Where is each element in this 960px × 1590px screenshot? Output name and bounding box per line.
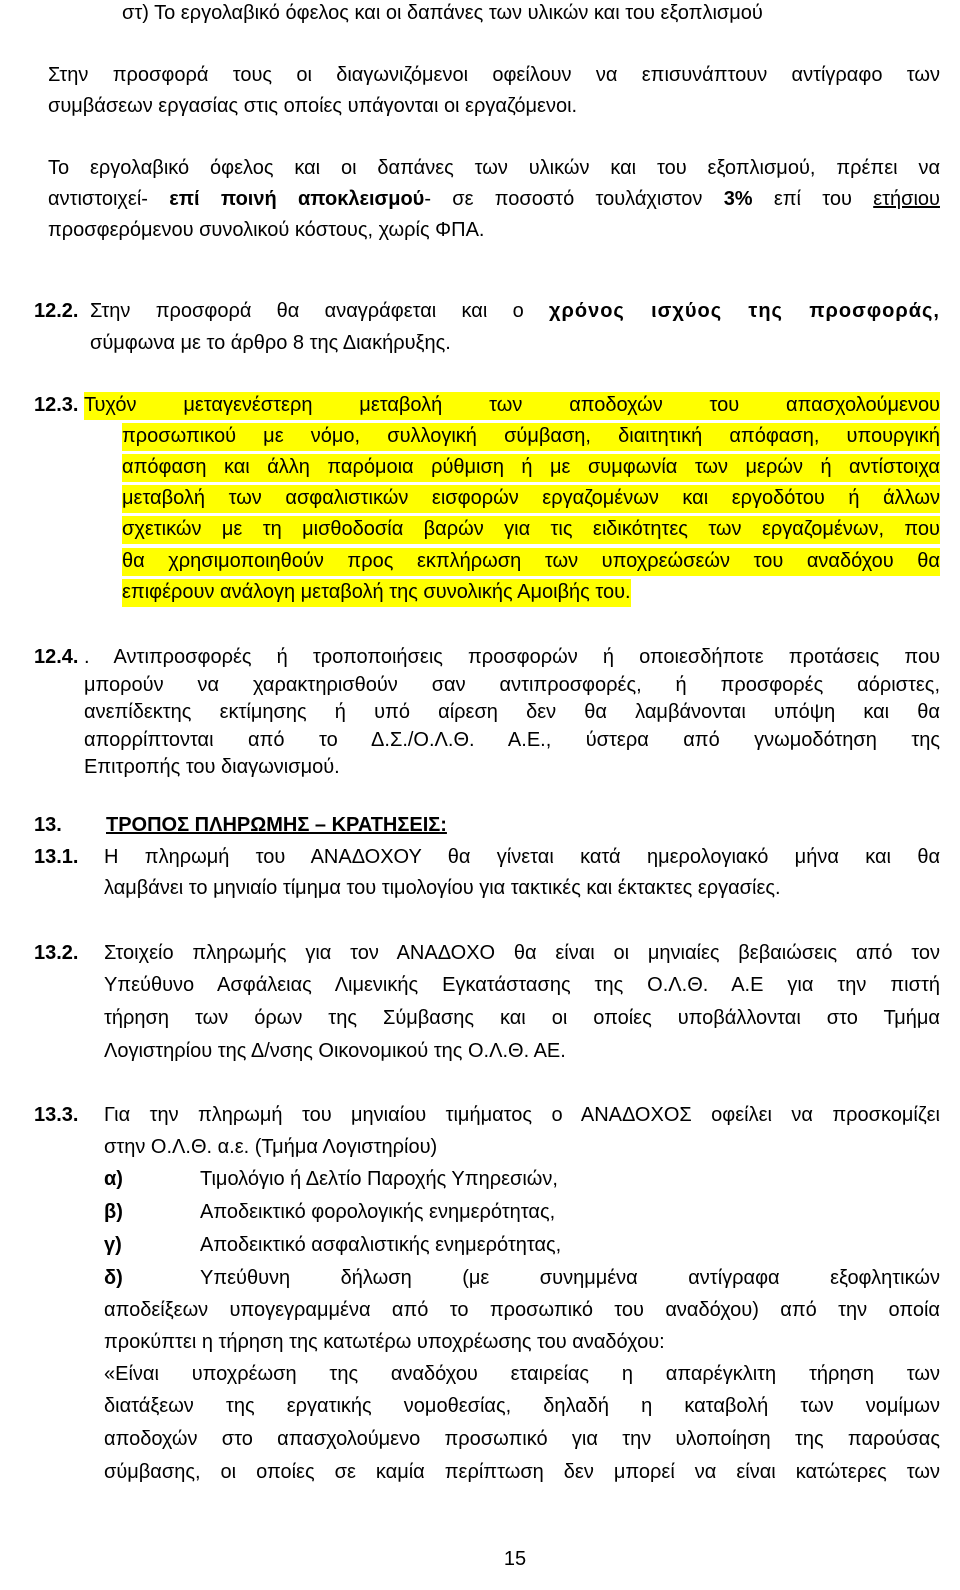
- section-number: 13.2.: [34, 942, 79, 964]
- highlighted-line: Τυχόν μεταγενέστερη μεταβολή των αποδοχών του απασχολούμενου: [84, 392, 940, 420]
- paragraph-line: Η πληρωμή του ΑΝΑΔΟΧΟΥ θα γίνεται κατά ημερολογιακό μήνα και θα: [104, 846, 940, 868]
- page-number: 15: [503, 1548, 527, 1570]
- paragraph-line: Για την πληρωμή του μηνιαίου τιμήματος ο ΑΝΑΔΟΧΟΣ οφείλει να προσκομίζει: [104, 1104, 940, 1126]
- paragraph-line: λαμβάνει το μηνιαίο τίμημα του τιμολογίου για τακτικές και έκτακτες εργασίες.: [104, 877, 781, 899]
- paragraph-line: Επιτροπής του διαγωνισμού.: [84, 756, 340, 778]
- highlighted-line: προσωπικού με νόμο, συλλογική σύμβαση, διαιτητική απόφαση, υπουργική: [122, 423, 940, 451]
- section-number: 12.3.: [34, 394, 79, 416]
- subitem-heading: στ) Το εργολαβικό όφελος και οι δαπάνες των υλικών και του εξοπλισμού: [122, 2, 763, 24]
- paragraph-line: σύμβασης, οι οποίες σε καμία περίπτωση δεν μπορεί να είναι κατώτερες των: [104, 1461, 940, 1483]
- list-item-label: δ): [104, 1267, 123, 1289]
- paragraph-line: σύμφωνα με το άρθρο 8 της Διακήρυξης.: [90, 332, 451, 354]
- highlighted-line: απόφαση και άλλη παρόμοια ρύθμιση ή με συμφωνία των μερών ή αντίστοιχα: [122, 454, 940, 482]
- text-run: επί του: [752, 188, 874, 210]
- paragraph-line: μπορούν να χαρακτηρισθούν σαν αντιπροσφορές, ή προσφορές αόριστες,: [84, 674, 940, 696]
- paragraph-line: απορρίπτονται από το Δ.Σ./Ο.Λ.Θ. Α.Ε., ύστερα από γνωμοδότηση της: [84, 729, 940, 751]
- section-number: 13.1.: [34, 846, 79, 868]
- bold-text: επί ποινή αποκλεισμού: [169, 188, 425, 210]
- paragraph-line: «Είναι υποχρέωση της αναδόχου εταιρείας η απαρέγκλιτη τήρηση των: [104, 1363, 940, 1385]
- section-number: 13.3.: [34, 1104, 79, 1126]
- highlighted-line: μεταβολή των ασφαλιστικών εισφορών εργαζομένων και εργοδότου ή άλλων: [122, 485, 940, 513]
- section-title: ΤΡΟΠΟΣ ΠΛΗΡΩΜΗΣ – ΚΡΑΤΗΣΕΙΣ:: [106, 814, 447, 836]
- paragraph-line: Λογιστηρίου της Δ/νσης Οικονομικού της Ο.Λ.Θ. ΑΕ.: [104, 1040, 566, 1062]
- section-number: 13.: [34, 814, 62, 836]
- paragraph-line: στην Ο.Λ.Θ. α.ε. (Τμήμα Λογιστηρίου): [104, 1136, 438, 1158]
- section-number: 12.4.: [34, 646, 79, 668]
- paragraph-line: προσφερόμενου συνολικού κόστους, χωρίς ΦΠΑ.: [48, 219, 485, 241]
- paragraph-line: Το εργολαβικό όφελος και οι δαπάνες των υλικών και του εξοπλισμού, πρέπει να: [48, 157, 940, 179]
- text-run: Στην προσφορά θα αναγράφεται και ο: [90, 300, 549, 322]
- list-item-label: α): [104, 1168, 123, 1190]
- list-item-text: Υπεύθυνη δήλωση (με συνημμένα αντίγραφα εξοφλητικών: [200, 1267, 940, 1289]
- paragraph-line: [48, 186, 940, 214]
- bold-text: χρόνος ισχύος της προσφοράς,: [548, 300, 940, 322]
- paragraph-line: αποδοχών στο απασχολούμενο προσωπικό για την υλοποίηση της παρούσας: [104, 1428, 940, 1450]
- paragraph-line: συμβάσεων εργασίας στις οποίες υπάγονται οι εργαζόμενοι.: [48, 95, 578, 117]
- paragraph-line: τήρηση των όρων της Σύμβασης και οι οποίες υποβάλλονται στο Τμήμα: [104, 1007, 940, 1029]
- highlighted-line: σχετικών με τη μισθοδοσία βαρών για τις ειδικότητες των εργαζομένων, που: [122, 516, 940, 544]
- paragraph-line: Υπεύθυνο Ασφάλειας Λιμενικής Εγκατάστασης της Ο.Λ.Θ. Α.Ε για την πιστή: [104, 974, 940, 996]
- paragraph-line: προκύπτει η τήρηση της κατωτέρω υποχρέωσης του αναδόχου:: [104, 1331, 665, 1353]
- list-item-text: Τιμολόγιο ή Δελτίο Παροχής Υπηρεσιών,: [200, 1168, 558, 1190]
- section-number: 12.2.: [34, 300, 79, 322]
- list-item-text: Αποδεικτικό φορολογικής ενημερότητας,: [200, 1201, 556, 1223]
- paragraph-line: [90, 298, 940, 326]
- list-item-text: Αποδεικτικό ασφαλιστικής ενημερότητας,: [200, 1234, 562, 1256]
- list-item-label: β): [104, 1201, 123, 1223]
- paragraph-line: αποδείξεων υπογεγραμμένα από το προσωπικό του αναδόχου) από την οποία: [104, 1299, 940, 1321]
- highlighted-line: επιφέρουν ανάλογη μεταβολή της συνολικής Αμοιβής του.: [122, 579, 631, 607]
- text-run: - σε ποσοστό τουλάχιστον: [424, 188, 724, 210]
- paragraph-line: Στην προσφορά τους οι διαγωνιζόμενοι οφείλουν να επισυνάπτουν αντίγραφο των: [48, 64, 940, 86]
- paragraph-line: ανεπίδεκτης εκτίμησης ή υπό αίρεση δεν θα λαμβάνονται υπόψη και θα: [84, 701, 940, 723]
- text-run: αντιστοιχεί-: [48, 188, 170, 210]
- bold-text: 3%: [723, 188, 753, 210]
- list-item-label: γ): [104, 1234, 122, 1256]
- paragraph-line: Στοιχείο πληρωμής για τον ΑΝΑΔΟΧΟ θα είναι οι μηνιαίες βεβαιώσεις από τον: [104, 942, 940, 964]
- paragraph-line: . Αντιπροσφορές ή τροποποιήσεις προσφορών ή οποιεσδήποτε προτάσεις που: [84, 646, 940, 668]
- highlighted-line: θα χρησιμοποιηθούν προς εκπλήρωση των υποχρεώσεών του αναδόχου θα: [122, 548, 940, 576]
- underlined-text: ετήσιου: [873, 188, 940, 210]
- paragraph-line: διατάξεων της εργατικής νομοθεσίας, δηλαδή η καταβολή των νομίμων: [104, 1395, 940, 1417]
